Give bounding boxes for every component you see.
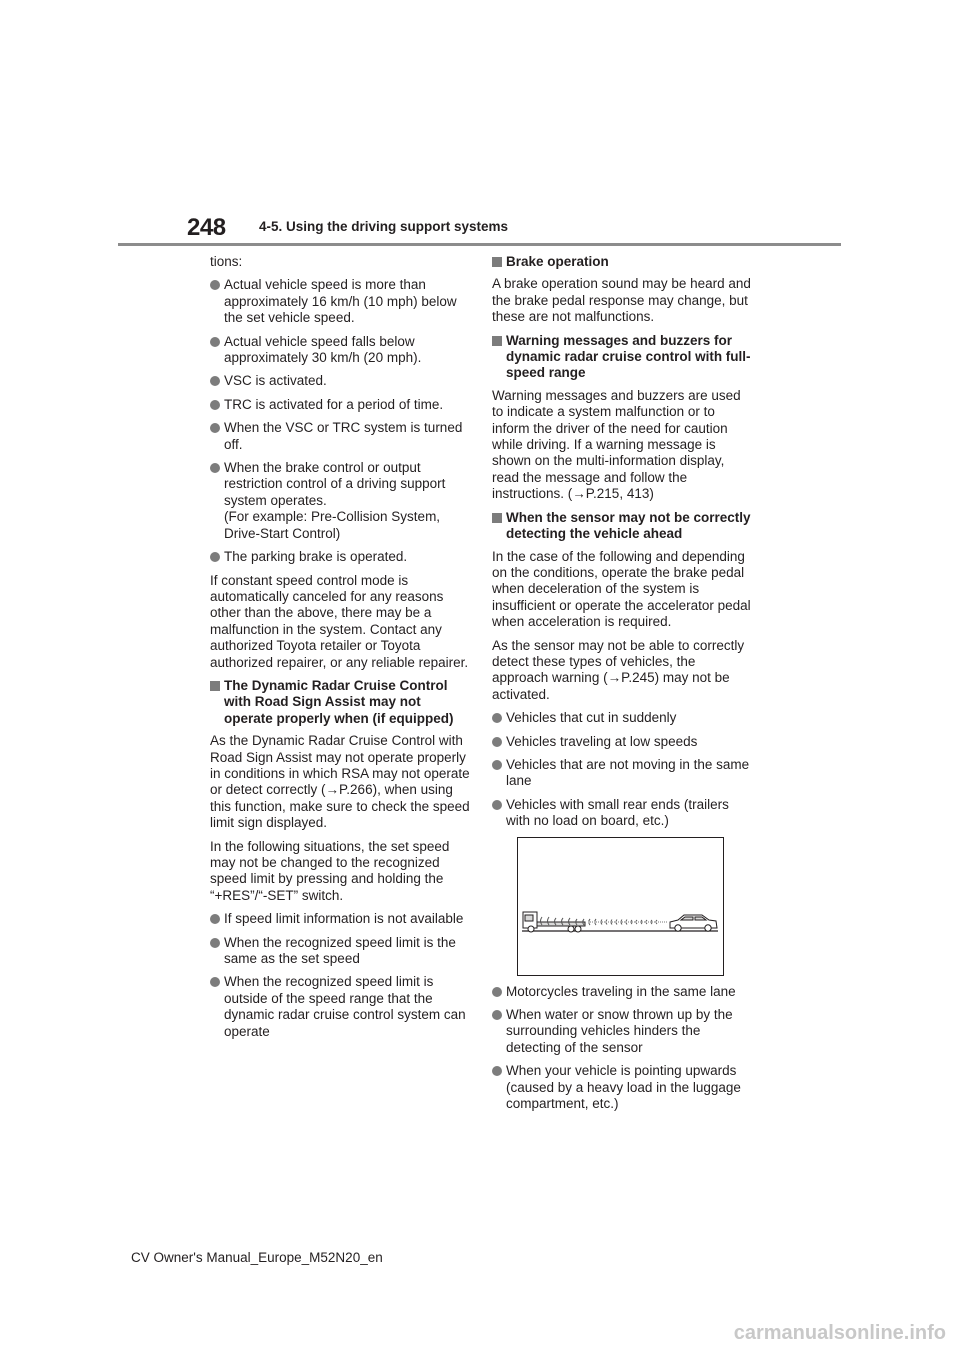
bullet-icon [492, 713, 502, 723]
section-heading: Warning messages and buzzers for dynamic radar cruise control with full-speed range [492, 333, 754, 382]
bullet-icon [210, 400, 220, 410]
list-item: When the recognized speed limit is the same as the set speed [210, 935, 472, 968]
bullet-icon [492, 1010, 502, 1020]
paragraph: If constant speed control mode is automatically canceled for any reasons other than the above, there may be a malfunction in the system. Contact any authorized Toyota retailer or Toyota authorized repairer, or any reliable repairer. [210, 572, 469, 670]
watermark-text: carmanualsonline.info [733, 1322, 946, 1344]
bullet-icon [492, 800, 502, 810]
bullet-icon [210, 552, 220, 562]
bullet-icon [210, 376, 220, 386]
paragraph: Warning messages and buzzers are used to indicate a system malfunction or to inform the driver of the need for caution while driving. If a warning message is shown on the multi-information display, read the message and follow the instructions. (→P.215, 413) [492, 387, 741, 502]
list-item: When water or snow thrown up by the surrounding vehicles hinders the detecting of the sensor [492, 1007, 754, 1056]
bullet-icon [210, 463, 220, 473]
bullet-icon [210, 977, 220, 987]
paragraph: As the sensor may not be able to correctly detect these types of vehicles, the approach warning (→P.245) may not be activated. [492, 637, 745, 702]
list-item: TRC is activated for a period of time. [210, 397, 472, 413]
intro-text: tions: [210, 254, 243, 269]
bullet-icon [492, 760, 502, 770]
section-heading: The Dynamic Radar Cruise Control with Road Sign Assist may not operate properly when (if equipped) [210, 678, 472, 727]
section-heading: When the sensor may not be correctly detecting the vehicle ahead [492, 510, 754, 543]
paragraph: As the Dynamic Radar Cruise Control with Road Sign Assist may not operate properly in conditions in which RSA may not operate or detect correctly (→P.266), when using this function, make sure to check the speed limit sign displayed. [210, 733, 470, 831]
truck-radar-car-illustration [518, 838, 723, 975]
header-divider [118, 243, 841, 246]
bullet-icon [492, 987, 502, 997]
radar-illustration [517, 837, 724, 976]
square-bullet-icon [210, 681, 220, 691]
list-item: Actual vehicle speed is more than approximately 16 km/h (10 mph) below the set vehicle speed. [210, 277, 472, 326]
paragraph: In the case of the following and depending on the conditions, operate the brake pedal when deceleration of the system is insufficient or operate the accelerator pedal when acceleration is required. [492, 548, 751, 630]
car-icon [670, 915, 717, 931]
square-bullet-icon [492, 513, 502, 523]
list-item: Vehicles traveling at low speeds [492, 734, 754, 750]
list-item: Vehicles that are not moving in the same lane [492, 757, 754, 790]
list-item: When your vehicle is pointing upwards (caused by a heavy load in the luggage compartment, etc.) [492, 1063, 754, 1112]
list-item: The parking brake is operated. [210, 549, 472, 565]
list-item-note: (For example: Pre-Collision System, Drive-Start Control) [224, 509, 441, 541]
list-item: VSC is activated. [210, 373, 472, 389]
paragraph: A brake operation sound may be heard and the brake pedal response may change, but these are not malfunctions. [492, 276, 751, 325]
section-title: 4-5. Using the driving support systems [259, 219, 509, 234]
list-item: If speed limit information is not available [210, 911, 472, 927]
bullet-icon [492, 737, 502, 747]
list-item: Actual vehicle speed falls below approximately 30 km/h (20 mph). [210, 334, 472, 367]
bullet-icon [492, 1066, 502, 1076]
bullet-icon [210, 423, 220, 433]
bullet-icon [210, 280, 220, 290]
square-bullet-icon [492, 257, 502, 267]
page-number: 248 [187, 214, 226, 241]
left-column [210, 254, 472, 1047]
list-item: When the brake control or output restriction control of a driving support system operates. (For example: Pre-Collision System, Drive-Start Control) [210, 460, 472, 542]
list-item: Vehicles with small rear ends (trailers with no load on board, etc.) [492, 797, 754, 830]
page-footer: CV Owner's Manual_Europe_M52N20_en [131, 1250, 383, 1265]
list-item: When the recognized speed limit is outside of the speed range that the dynamic radar cruise control system can operate [210, 974, 472, 1040]
right-column [492, 254, 754, 1119]
list-item: Vehicles that cut in suddenly [492, 710, 754, 726]
square-bullet-icon [492, 336, 502, 346]
paragraph: In the following situations, the set speed may not be changed to the recognized speed limit by pressing and holding the “+RES”/“-SET” switch. [210, 838, 450, 903]
bullet-icon [210, 914, 220, 924]
page-header [0, 0, 960, 250]
bullet-icon [210, 337, 220, 347]
section-heading: Brake operation [492, 254, 754, 270]
bullet-icon [210, 938, 220, 948]
list-item: When the VSC or TRC system is turned off. [210, 420, 472, 453]
list-item: Motorcycles traveling in the same lane [492, 984, 754, 1000]
